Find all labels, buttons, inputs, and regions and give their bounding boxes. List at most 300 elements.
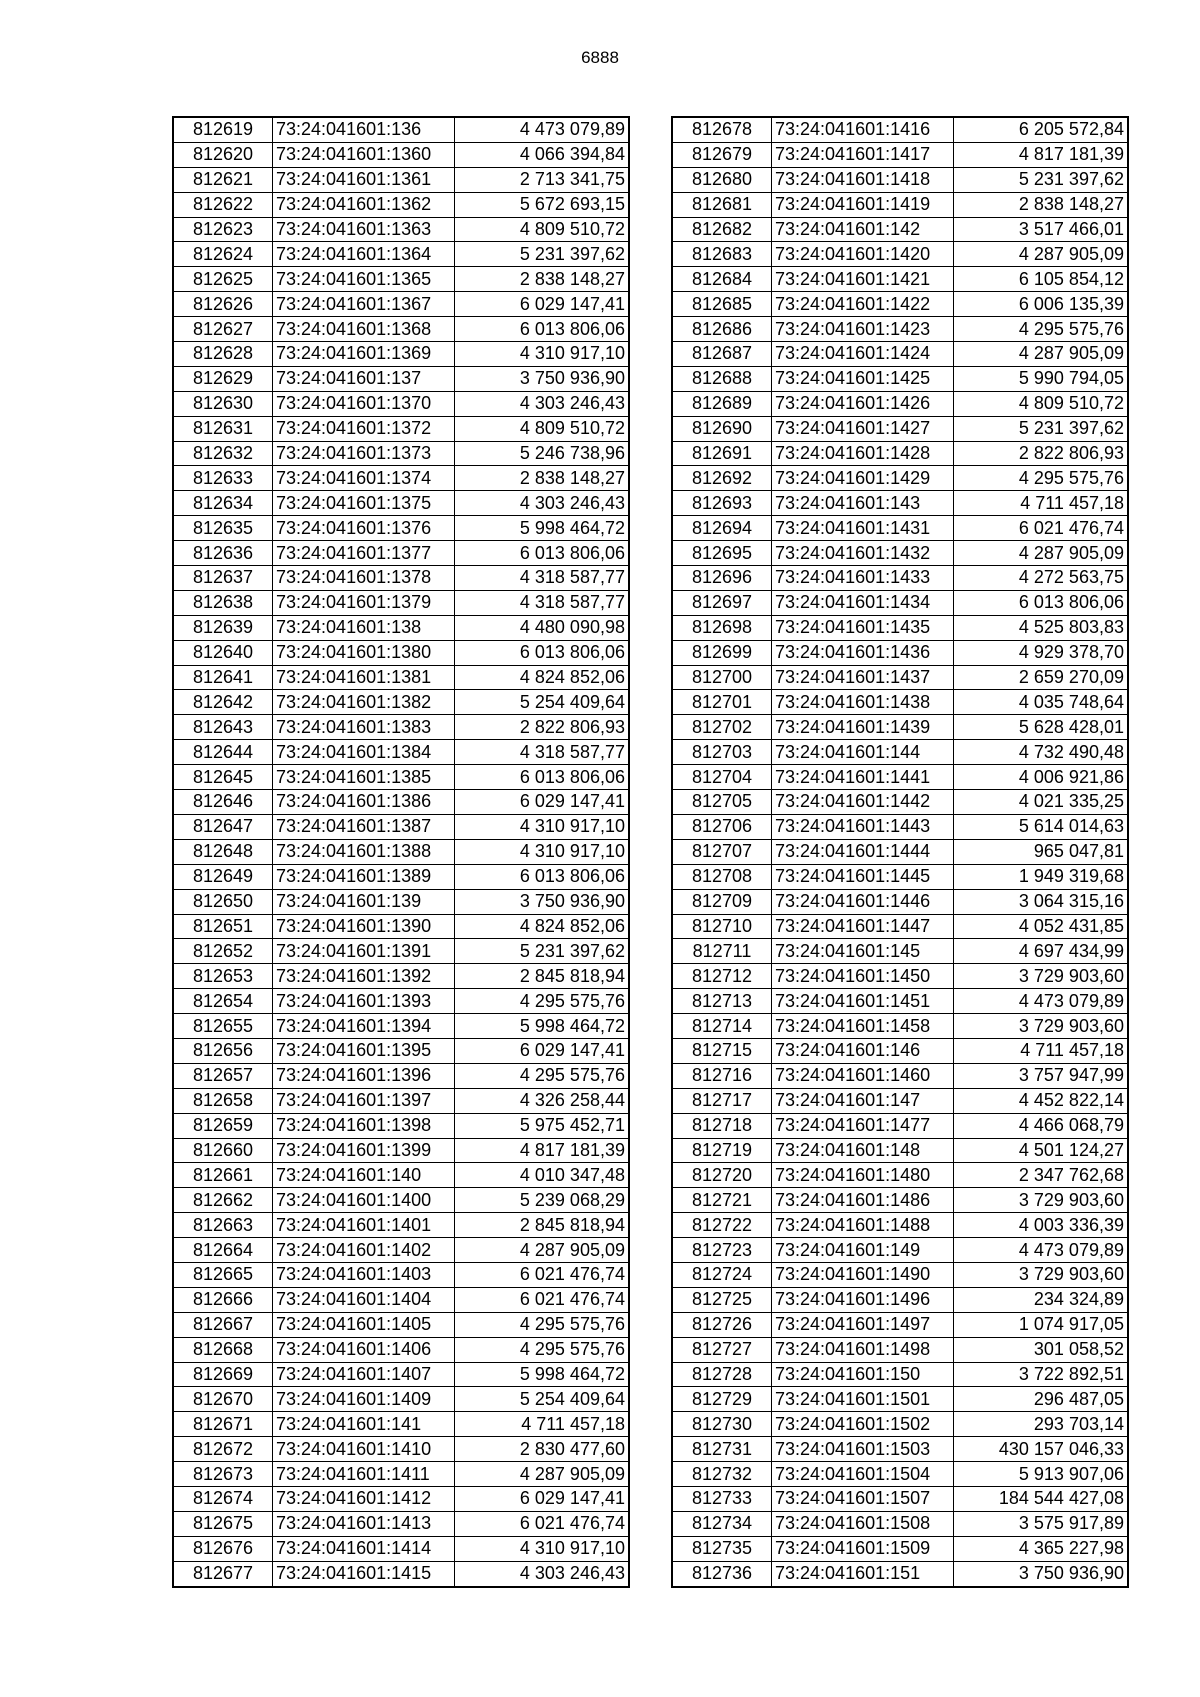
cadastral-number-cell: 73:24:041601:1451 <box>772 989 954 1014</box>
cadastral-number-cell: 73:24:041601:147 <box>772 1088 954 1113</box>
table-row <box>672 715 1128 740</box>
cadastral-number-cell: 73:24:041601:1389 <box>273 864 455 889</box>
row-number-cell: 812666 <box>173 1287 273 1312</box>
row-number-cell: 812721 <box>672 1188 772 1213</box>
row-number-cell: 812696 <box>672 566 772 591</box>
cadastral-number-cell: 73:24:041601:1380 <box>273 640 455 665</box>
cadastral-number-cell: 73:24:041601:1425 <box>772 366 954 391</box>
table-row <box>672 1362 1128 1387</box>
table-row <box>672 541 1128 566</box>
cadastral-number-cell: 73:24:041601:1447 <box>772 914 954 939</box>
row-number-cell: 812667 <box>173 1312 273 1337</box>
value-cell: 4 732 490,48 <box>954 740 1129 765</box>
table-row <box>672 839 1128 864</box>
row-number-cell: 812688 <box>672 366 772 391</box>
cadastral-number-cell: 73:24:041601:1477 <box>772 1113 954 1138</box>
value-cell: 4 697 434,99 <box>954 939 1129 964</box>
row-number-cell: 812729 <box>672 1387 772 1412</box>
table-row <box>173 1561 629 1586</box>
value-cell: 5 231 397,62 <box>455 939 630 964</box>
table-row <box>672 1163 1128 1188</box>
table-row <box>672 1113 1128 1138</box>
value-cell: 3 750 936,90 <box>455 889 630 914</box>
cadastral-number-cell: 73:24:041601:1391 <box>273 939 455 964</box>
value-cell: 3 757 947,99 <box>954 1063 1129 1088</box>
cadastral-number-cell: 73:24:041601:1396 <box>273 1063 455 1088</box>
table-row <box>173 1088 629 1113</box>
table-row <box>173 665 629 690</box>
value-cell: 4 287 905,09 <box>954 242 1129 267</box>
table-row <box>173 1412 629 1437</box>
cadastral-number-cell: 73:24:041601:150 <box>772 1362 954 1387</box>
row-number-cell: 812650 <box>173 889 273 914</box>
cadastral-number-cell: 73:24:041601:1382 <box>273 690 455 715</box>
table-row <box>173 1213 629 1238</box>
table-row <box>173 640 629 665</box>
row-number-cell: 812671 <box>173 1412 273 1437</box>
row-number-cell: 812677 <box>173 1561 273 1586</box>
row-number-cell: 812724 <box>672 1262 772 1287</box>
cadastral-number-cell: 73:24:041601:1508 <box>772 1511 954 1536</box>
value-cell: 3 729 903,60 <box>954 1014 1129 1039</box>
cadastral-number-cell: 73:24:041601:1480 <box>772 1163 954 1188</box>
table-row <box>173 267 629 292</box>
table-row <box>672 1213 1128 1238</box>
row-number-cell: 812648 <box>173 839 273 864</box>
cadastral-number-cell: 73:24:041601:1423 <box>772 317 954 342</box>
value-cell: 5 239 068,29 <box>455 1188 630 1213</box>
cadastral-number-cell: 73:24:041601:1444 <box>772 839 954 864</box>
cadastral-number-cell: 73:24:041601:1424 <box>772 342 954 367</box>
cadastral-number-cell: 73:24:041601:1383 <box>273 715 455 740</box>
value-cell: 4 310 917,10 <box>455 814 630 839</box>
cadastral-number-cell: 73:24:041601:1385 <box>273 765 455 790</box>
value-cell: 6 013 806,06 <box>954 590 1129 615</box>
row-number-cell: 812707 <box>672 839 772 864</box>
table-row <box>173 1063 629 1088</box>
cadastral-number-cell: 73:24:041601:1363 <box>273 217 455 242</box>
table-row <box>672 142 1128 167</box>
value-cell: 4 287 905,09 <box>455 1462 630 1487</box>
table-row <box>672 615 1128 640</box>
table-row <box>173 715 629 740</box>
table-row <box>173 914 629 939</box>
value-cell: 4 021 335,25 <box>954 790 1129 815</box>
value-cell: 4 295 575,76 <box>455 1312 630 1337</box>
row-number-cell: 812682 <box>672 217 772 242</box>
table-row <box>672 889 1128 914</box>
cadastral-number-cell: 73:24:041601:1397 <box>273 1088 455 1113</box>
value-cell: 2 822 806,93 <box>455 715 630 740</box>
cadastral-number-cell: 73:24:041601:1403 <box>273 1262 455 1287</box>
table-row <box>173 292 629 317</box>
table-row <box>672 1486 1128 1511</box>
row-number-cell: 812653 <box>173 964 273 989</box>
cadastral-number-cell: 73:24:041601:1365 <box>273 267 455 292</box>
value-cell: 6 029 147,41 <box>455 790 630 815</box>
table-row <box>173 690 629 715</box>
table-row <box>672 590 1128 615</box>
row-number-cell: 812722 <box>672 1213 772 1238</box>
cadastral-number-cell: 73:24:041601:1427 <box>772 416 954 441</box>
table-row <box>672 391 1128 416</box>
table-row <box>672 1088 1128 1113</box>
table-row <box>173 167 629 192</box>
row-number-cell: 812665 <box>173 1262 273 1287</box>
cadastral-number-cell: 73:24:041601:1445 <box>772 864 954 889</box>
row-number-cell: 812720 <box>672 1163 772 1188</box>
table-row <box>672 814 1128 839</box>
cadastral-number-cell: 73:24:041601:1407 <box>273 1362 455 1387</box>
cadastral-number-cell: 73:24:041601:1501 <box>772 1387 954 1412</box>
row-number-cell: 812701 <box>672 690 772 715</box>
row-number-cell: 812627 <box>173 317 273 342</box>
row-number-cell: 812736 <box>672 1561 772 1586</box>
cadastral-number-cell: 73:24:041601:143 <box>772 491 954 516</box>
row-number-cell: 812633 <box>173 466 273 491</box>
cadastral-number-cell: 73:24:041601:1460 <box>772 1063 954 1088</box>
table-row <box>173 1362 629 1387</box>
table-row <box>173 1511 629 1536</box>
row-number-cell: 812704 <box>672 765 772 790</box>
row-number-cell: 812728 <box>672 1362 772 1387</box>
row-number-cell: 812634 <box>173 491 273 516</box>
value-cell: 4 303 246,43 <box>455 1561 630 1586</box>
row-number-cell: 812655 <box>173 1014 273 1039</box>
value-cell: 4 066 394,84 <box>455 142 630 167</box>
value-cell: 2 838 148,27 <box>954 192 1129 217</box>
table-row <box>672 914 1128 939</box>
cadastral-number-cell: 73:24:041601:1496 <box>772 1287 954 1312</box>
value-cell: 4 525 803,83 <box>954 615 1129 640</box>
row-number-cell: 812664 <box>173 1238 273 1263</box>
row-number-cell: 812714 <box>672 1014 772 1039</box>
table-row <box>173 1287 629 1312</box>
table-row <box>672 516 1128 541</box>
row-number-cell: 812706 <box>672 814 772 839</box>
cadastral-number-cell: 73:24:041601:1436 <box>772 640 954 665</box>
value-cell: 4 824 852,06 <box>455 914 630 939</box>
cadastral-number-cell: 73:24:041601:1439 <box>772 715 954 740</box>
value-cell: 4 287 905,09 <box>954 342 1129 367</box>
table-row <box>672 1437 1128 1462</box>
cadastral-number-cell: 73:24:041601:1384 <box>273 740 455 765</box>
row-number-cell: 812657 <box>173 1063 273 1088</box>
cadastral-number-cell: 73:24:041601:1490 <box>772 1262 954 1287</box>
table-row <box>173 615 629 640</box>
row-number-cell: 812662 <box>173 1188 273 1213</box>
value-cell: 4 501 124,27 <box>954 1138 1129 1163</box>
table-row <box>173 541 629 566</box>
value-cell: 4 824 852,06 <box>455 665 630 690</box>
value-cell: 5 231 397,62 <box>954 416 1129 441</box>
table-row <box>672 939 1128 964</box>
table-row <box>173 1536 629 1561</box>
cadastral-number-cell: 73:24:041601:1386 <box>273 790 455 815</box>
table-row <box>672 1511 1128 1536</box>
table-row <box>173 765 629 790</box>
table-row <box>173 317 629 342</box>
cadastral-number-cell: 73:24:041601:1418 <box>772 167 954 192</box>
page-number: 6888 <box>581 48 619 67</box>
table-row <box>173 989 629 1014</box>
table-row <box>173 790 629 815</box>
row-number-cell: 812652 <box>173 939 273 964</box>
value-cell: 3 750 936,90 <box>455 366 630 391</box>
cadastral-number-cell: 73:24:041601:1395 <box>273 1038 455 1063</box>
table-row <box>672 242 1128 267</box>
table-row <box>173 366 629 391</box>
cadastral-number-cell: 73:24:041601:1370 <box>273 391 455 416</box>
value-cell: 6 205 572,84 <box>954 117 1129 142</box>
value-cell: 184 544 427,08 <box>954 1486 1129 1511</box>
row-number-cell: 812638 <box>173 590 273 615</box>
table-row <box>672 864 1128 889</box>
row-number-cell: 812710 <box>672 914 772 939</box>
table-row <box>173 1163 629 1188</box>
row-number-cell: 812687 <box>672 342 772 367</box>
table-row <box>173 964 629 989</box>
table-row <box>672 416 1128 441</box>
value-cell: 4 303 246,43 <box>455 491 630 516</box>
table-row <box>173 466 629 491</box>
row-number-cell: 812631 <box>173 416 273 441</box>
table-row <box>173 814 629 839</box>
row-number-cell: 812624 <box>173 242 273 267</box>
table-row <box>173 1138 629 1163</box>
row-number-cell: 812694 <box>672 516 772 541</box>
value-cell: 5 254 409,64 <box>455 690 630 715</box>
table-row <box>173 1014 629 1039</box>
row-number-cell: 812635 <box>173 516 273 541</box>
row-number-cell: 812734 <box>672 1511 772 1536</box>
row-number-cell: 812642 <box>173 690 273 715</box>
row-number-cell: 812659 <box>173 1113 273 1138</box>
row-number-cell: 812719 <box>672 1138 772 1163</box>
value-cell: 6 105 854,12 <box>954 267 1129 292</box>
table-row <box>672 117 1128 142</box>
table-row <box>173 1188 629 1213</box>
value-cell: 4 473 079,89 <box>455 117 630 142</box>
cadastral-number-cell: 73:24:041601:1434 <box>772 590 954 615</box>
value-cell: 5 990 794,05 <box>954 366 1129 391</box>
table-row <box>173 1462 629 1487</box>
table-row <box>173 117 629 142</box>
value-cell: 3 517 466,01 <box>954 217 1129 242</box>
cadastral-number-cell: 73:24:041601:1361 <box>273 167 455 192</box>
table-row <box>672 1312 1128 1337</box>
value-cell: 6 013 806,06 <box>455 864 630 889</box>
row-number-cell: 812622 <box>173 192 273 217</box>
table-row <box>672 1063 1128 1088</box>
row-number-cell: 812639 <box>173 615 273 640</box>
row-number-cell: 812680 <box>672 167 772 192</box>
row-number-cell: 812717 <box>672 1088 772 1113</box>
row-number-cell: 812731 <box>672 1437 772 1462</box>
row-number-cell: 812705 <box>672 790 772 815</box>
row-number-cell: 812686 <box>672 317 772 342</box>
value-cell: 6 029 147,41 <box>455 1038 630 1063</box>
row-number-cell: 812672 <box>173 1437 273 1462</box>
row-number-cell: 812702 <box>672 715 772 740</box>
right-table-body <box>672 117 1128 1587</box>
table-row <box>672 342 1128 367</box>
row-number-cell: 812718 <box>672 1113 772 1138</box>
value-cell: 3 722 892,51 <box>954 1362 1129 1387</box>
value-cell: 6 021 476,74 <box>455 1511 630 1536</box>
value-cell: 3 729 903,60 <box>954 1188 1129 1213</box>
row-number-cell: 812640 <box>173 640 273 665</box>
table-row <box>672 989 1128 1014</box>
row-number-cell: 812628 <box>173 342 273 367</box>
value-cell: 430 157 046,33 <box>954 1437 1129 1462</box>
row-number-cell: 812730 <box>672 1412 772 1437</box>
value-cell: 4 035 748,64 <box>954 690 1129 715</box>
value-cell: 6 013 806,06 <box>455 765 630 790</box>
value-cell: 296 487,05 <box>954 1387 1129 1412</box>
value-cell: 5 231 397,62 <box>954 167 1129 192</box>
row-number-cell: 812660 <box>173 1138 273 1163</box>
table-row <box>173 416 629 441</box>
cadastral-number-cell: 73:24:041601:1378 <box>273 566 455 591</box>
row-number-cell: 812629 <box>173 366 273 391</box>
value-cell: 4 318 587,77 <box>455 590 630 615</box>
value-cell: 4 295 575,76 <box>455 989 630 1014</box>
row-number-cell: 812669 <box>173 1362 273 1387</box>
cadastral-number-cell: 73:24:041601:1509 <box>772 1536 954 1561</box>
table-row <box>173 1113 629 1138</box>
row-number-cell: 812733 <box>672 1486 772 1511</box>
row-number-cell: 812630 <box>173 391 273 416</box>
value-cell: 5 246 738,96 <box>455 441 630 466</box>
table-row <box>672 1462 1128 1487</box>
value-cell: 4 473 079,89 <box>954 1238 1129 1263</box>
row-number-cell: 812663 <box>173 1213 273 1238</box>
cadastral-number-cell: 73:24:041601:1393 <box>273 989 455 1014</box>
value-cell: 6 013 806,06 <box>455 541 630 566</box>
table-row <box>672 1014 1128 1039</box>
table-row <box>672 765 1128 790</box>
cadastral-number-cell: 73:24:041601:1446 <box>772 889 954 914</box>
cadastral-number-cell: 73:24:041601:1409 <box>273 1387 455 1412</box>
cadastral-number-cell: 73:24:041601:1374 <box>273 466 455 491</box>
value-cell: 4 318 587,77 <box>455 740 630 765</box>
row-number-cell: 812661 <box>173 1163 273 1188</box>
value-cell: 1 074 917,05 <box>954 1312 1129 1337</box>
row-number-cell: 812643 <box>173 715 273 740</box>
table-row <box>173 1437 629 1462</box>
row-number-cell: 812689 <box>672 391 772 416</box>
row-number-cell: 812644 <box>173 740 273 765</box>
cadastral-number-cell: 73:24:041601:1507 <box>772 1486 954 1511</box>
row-number-cell: 812711 <box>672 939 772 964</box>
table-row <box>672 964 1128 989</box>
value-cell: 4 303 246,43 <box>455 391 630 416</box>
value-cell: 4 365 227,98 <box>954 1536 1129 1561</box>
value-cell: 5 254 409,64 <box>455 1387 630 1412</box>
value-cell: 4 052 431,85 <box>954 914 1129 939</box>
table-row <box>672 192 1128 217</box>
row-number-cell: 812646 <box>173 790 273 815</box>
row-number-cell: 812656 <box>173 1038 273 1063</box>
cadastral-number-cell: 73:24:041601:1420 <box>772 242 954 267</box>
table-row <box>672 1412 1128 1437</box>
value-cell: 4 295 575,76 <box>455 1063 630 1088</box>
row-number-cell: 812625 <box>173 267 273 292</box>
value-cell: 6 021 476,74 <box>455 1287 630 1312</box>
row-number-cell: 812700 <box>672 665 772 690</box>
cadastral-number-cell: 73:24:041601:1416 <box>772 117 954 142</box>
table-row <box>672 640 1128 665</box>
value-cell: 4 809 510,72 <box>954 391 1129 416</box>
table-row <box>173 1387 629 1412</box>
value-cell: 4 310 917,10 <box>455 839 630 864</box>
value-cell: 4 310 917,10 <box>455 1536 630 1561</box>
value-cell: 4 809 510,72 <box>455 217 630 242</box>
cadastral-number-cell: 73:24:041601:1381 <box>273 665 455 690</box>
cadastral-number-cell: 73:24:041601:1428 <box>772 441 954 466</box>
cadastral-number-cell: 73:24:041601:1372 <box>273 416 455 441</box>
table-row <box>672 366 1128 391</box>
table-row <box>672 740 1128 765</box>
cadastral-number-cell: 73:24:041601:149 <box>772 1238 954 1263</box>
row-number-cell: 812703 <box>672 740 772 765</box>
value-cell: 5 998 464,72 <box>455 516 630 541</box>
cadastral-number-cell: 73:24:041601:1392 <box>273 964 455 989</box>
value-cell: 3 575 917,89 <box>954 1511 1129 1536</box>
row-number-cell: 812723 <box>672 1238 772 1263</box>
cadastral-number-cell: 73:24:041601:1432 <box>772 541 954 566</box>
cadastral-number-cell: 73:24:041601:1362 <box>273 192 455 217</box>
table-row <box>672 1536 1128 1561</box>
row-number-cell: 812675 <box>173 1511 273 1536</box>
value-cell: 2 838 148,27 <box>455 466 630 491</box>
row-number-cell: 812684 <box>672 267 772 292</box>
row-number-cell: 812709 <box>672 889 772 914</box>
table-row <box>173 217 629 242</box>
cadastral-number-cell: 73:24:041601:1435 <box>772 615 954 640</box>
row-number-cell: 812623 <box>173 217 273 242</box>
value-cell: 6 021 476,74 <box>954 516 1129 541</box>
cadastral-number-cell: 73:24:041601:1431 <box>772 516 954 541</box>
value-cell: 3 729 903,60 <box>954 1262 1129 1287</box>
value-cell: 5 998 464,72 <box>455 1014 630 1039</box>
cadastral-number-cell: 73:24:041601:1415 <box>273 1561 455 1586</box>
cadastral-number-cell: 73:24:041601:1376 <box>273 516 455 541</box>
value-cell: 4 287 905,09 <box>954 541 1129 566</box>
value-cell: 2 838 148,27 <box>455 267 630 292</box>
value-cell: 2 830 477,60 <box>455 1437 630 1462</box>
left-table-body <box>173 117 629 1587</box>
table-row <box>173 566 629 591</box>
table-row <box>173 839 629 864</box>
row-number-cell: 812725 <box>672 1287 772 1312</box>
value-cell: 4 295 575,76 <box>954 317 1129 342</box>
row-number-cell: 812651 <box>173 914 273 939</box>
cadastral-number-cell: 73:24:041601:1437 <box>772 665 954 690</box>
table-row <box>672 1287 1128 1312</box>
row-number-cell: 812713 <box>672 989 772 1014</box>
value-cell: 4 326 258,44 <box>455 1088 630 1113</box>
row-number-cell: 812678 <box>672 117 772 142</box>
cadastral-number-cell: 73:24:041601:1368 <box>273 317 455 342</box>
value-cell: 2 845 818,94 <box>455 1213 630 1238</box>
cadastral-number-cell: 73:24:041601:1417 <box>772 142 954 167</box>
table-row <box>672 690 1128 715</box>
cadastral-number-cell: 73:24:041601:136 <box>273 117 455 142</box>
cadastral-number-cell: 73:24:041601:1503 <box>772 1437 954 1462</box>
table-row <box>672 665 1128 690</box>
